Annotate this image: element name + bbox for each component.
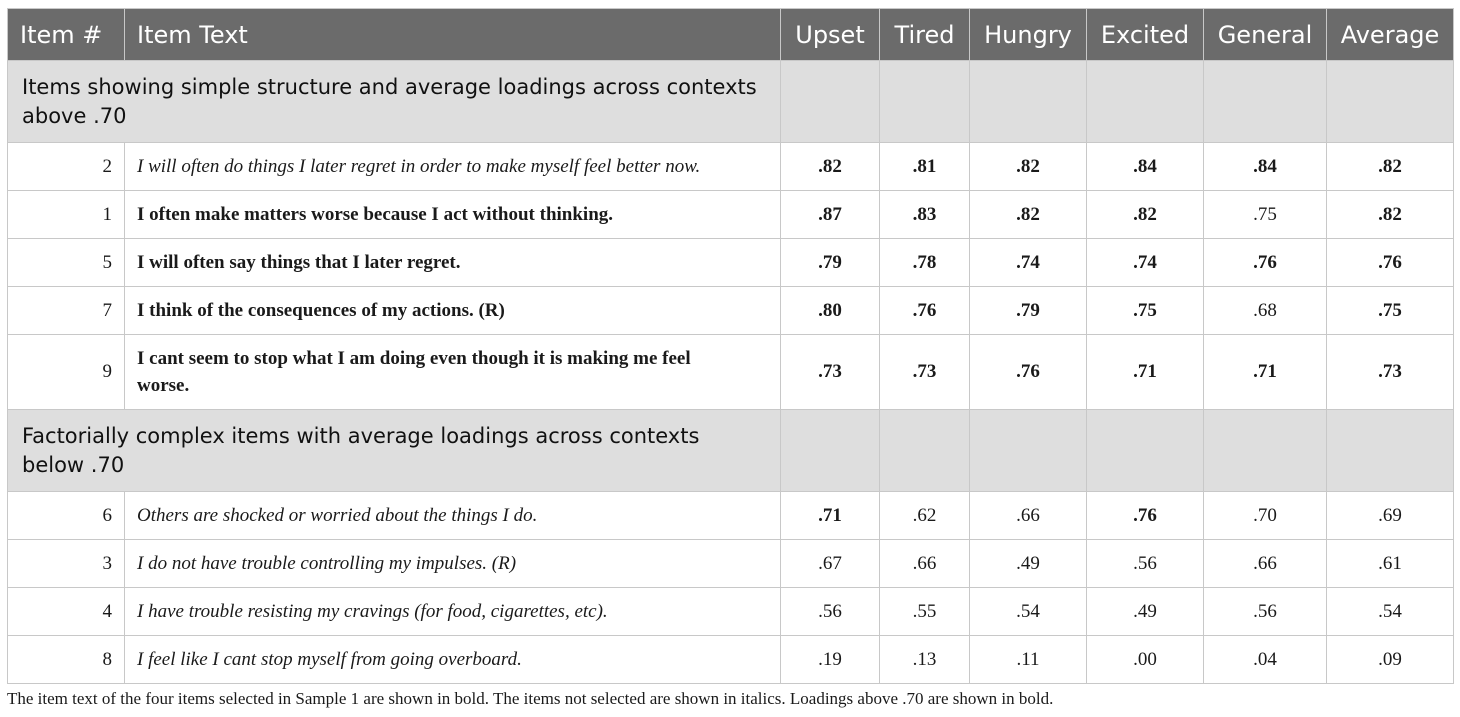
loading-hungry: .79: [970, 287, 1087, 335]
loading-general: .71: [1204, 335, 1327, 410]
section-empty-cell: [1204, 410, 1327, 492]
item-number: 9: [8, 335, 125, 410]
section-empty-cell: [970, 61, 1087, 143]
loading-average: .54: [1327, 588, 1454, 636]
loading-upset: .71: [781, 492, 880, 540]
item-number: 1: [8, 191, 125, 239]
item-text: I will often say things that I later regret.: [125, 239, 781, 287]
table-row: [8, 287, 1454, 335]
loading-tired: .76: [880, 287, 970, 335]
section-empty-cell: [970, 410, 1087, 492]
loading-hungry: .11: [970, 636, 1087, 684]
section-empty-cell: [1327, 410, 1454, 492]
loading-excited: .74: [1087, 239, 1204, 287]
loading-hungry: .82: [970, 191, 1087, 239]
table-footnote: The item text of the four items selected in Sample 1 are shown in bold. The items not selected are shown in italics. Loadings above .70 are shown in bold.: [7, 689, 1054, 708]
loading-hungry: .76: [970, 335, 1087, 410]
header-row: [8, 9, 1454, 61]
section-empty-cell: [1087, 61, 1204, 143]
loading-average: .82: [1327, 143, 1454, 191]
section-title: Items showing simple structure and average loadings across contexts above .70: [8, 61, 781, 143]
loading-upset: .82: [781, 143, 880, 191]
loading-excited: .75: [1087, 287, 1204, 335]
item-number: 8: [8, 636, 125, 684]
item-text: I often make matters worse because I act without thinking.: [125, 191, 781, 239]
loading-excited: .56: [1087, 540, 1204, 588]
table-row: [8, 335, 1454, 410]
loading-excited: .71: [1087, 335, 1204, 410]
item-text: Others are shocked or worried about the things I do.: [125, 492, 781, 540]
table-row: [8, 636, 1454, 684]
item-number: 2: [8, 143, 125, 191]
loading-average: .82: [1327, 191, 1454, 239]
col-header-tired: Tired: [880, 9, 970, 61]
section-empty-cell: [781, 61, 880, 143]
loading-tired: .83: [880, 191, 970, 239]
loading-average: .75: [1327, 287, 1454, 335]
table-row: [8, 588, 1454, 636]
loading-tired: .62: [880, 492, 970, 540]
item-text: I feel like I cant stop myself from going overboard.: [125, 636, 781, 684]
section-empty-cell: [1204, 61, 1327, 143]
item-number: 4: [8, 588, 125, 636]
item-text: I have trouble resisting my cravings (for food, cigarettes, etc).: [125, 588, 781, 636]
table-body: [8, 61, 1454, 684]
section-row: [8, 61, 1454, 143]
table-row: [8, 239, 1454, 287]
item-text: I cant seem to stop what I am doing even though it is making me feel worse.: [125, 335, 781, 410]
loading-tired: .55: [880, 588, 970, 636]
loading-average: .69: [1327, 492, 1454, 540]
section-empty-cell: [1327, 61, 1454, 143]
loading-excited: .84: [1087, 143, 1204, 191]
loading-general: .68: [1204, 287, 1327, 335]
item-number: 3: [8, 540, 125, 588]
loading-average: .76: [1327, 239, 1454, 287]
loading-upset: .79: [781, 239, 880, 287]
table-row: [8, 492, 1454, 540]
loading-upset: .56: [781, 588, 880, 636]
loading-tired: .13: [880, 636, 970, 684]
loading-hungry: .49: [970, 540, 1087, 588]
loading-general: .56: [1204, 588, 1327, 636]
col-header-upset: Upset: [781, 9, 880, 61]
loading-general: .70: [1204, 492, 1327, 540]
col-header-general: General: [1204, 9, 1327, 61]
loading-hungry: .54: [970, 588, 1087, 636]
loading-excited: .82: [1087, 191, 1204, 239]
loading-excited: .00: [1087, 636, 1204, 684]
loading-general: .04: [1204, 636, 1327, 684]
item-text: I think of the consequences of my actions. (R): [125, 287, 781, 335]
col-header-hungry: Hungry: [970, 9, 1087, 61]
item-number: 6: [8, 492, 125, 540]
loading-average: .73: [1327, 335, 1454, 410]
loading-hungry: .82: [970, 143, 1087, 191]
loading-tired: .78: [880, 239, 970, 287]
section-empty-cell: [880, 410, 970, 492]
loading-average: .09: [1327, 636, 1454, 684]
loading-upset: .87: [781, 191, 880, 239]
section-empty-cell: [1087, 410, 1204, 492]
col-header-item-no: Item #: [8, 9, 125, 61]
loading-tired: .66: [880, 540, 970, 588]
loading-upset: .19: [781, 636, 880, 684]
item-number: 5: [8, 239, 125, 287]
loading-hungry: .66: [970, 492, 1087, 540]
loading-hungry: .74: [970, 239, 1087, 287]
table-row: [8, 143, 1454, 191]
section-empty-cell: [781, 410, 880, 492]
col-header-item-text: Item Text: [125, 9, 781, 61]
loading-upset: .80: [781, 287, 880, 335]
loading-tired: .73: [880, 335, 970, 410]
loading-upset: .73: [781, 335, 880, 410]
loading-excited: .76: [1087, 492, 1204, 540]
loadings-table: [7, 8, 1454, 684]
loading-upset: .67: [781, 540, 880, 588]
loading-general: .66: [1204, 540, 1327, 588]
section-empty-cell: [880, 61, 970, 143]
col-header-average: Average: [1327, 9, 1454, 61]
loading-excited: .49: [1087, 588, 1204, 636]
item-text: I will often do things I later regret in order to make myself feel better now.: [125, 143, 781, 191]
loading-average: .61: [1327, 540, 1454, 588]
table-row: [8, 540, 1454, 588]
section-row: [8, 410, 1454, 492]
table-row: [8, 191, 1454, 239]
section-title: Factorially complex items with average loadings across contexts below .70: [8, 410, 781, 492]
loading-general: .76: [1204, 239, 1327, 287]
item-text: I do not have trouble controlling my impulses. (R): [125, 540, 781, 588]
loading-general: .75: [1204, 191, 1327, 239]
item-number: 7: [8, 287, 125, 335]
loading-tired: .81: [880, 143, 970, 191]
loading-general: .84: [1204, 143, 1327, 191]
col-header-excited: Excited: [1087, 9, 1204, 61]
